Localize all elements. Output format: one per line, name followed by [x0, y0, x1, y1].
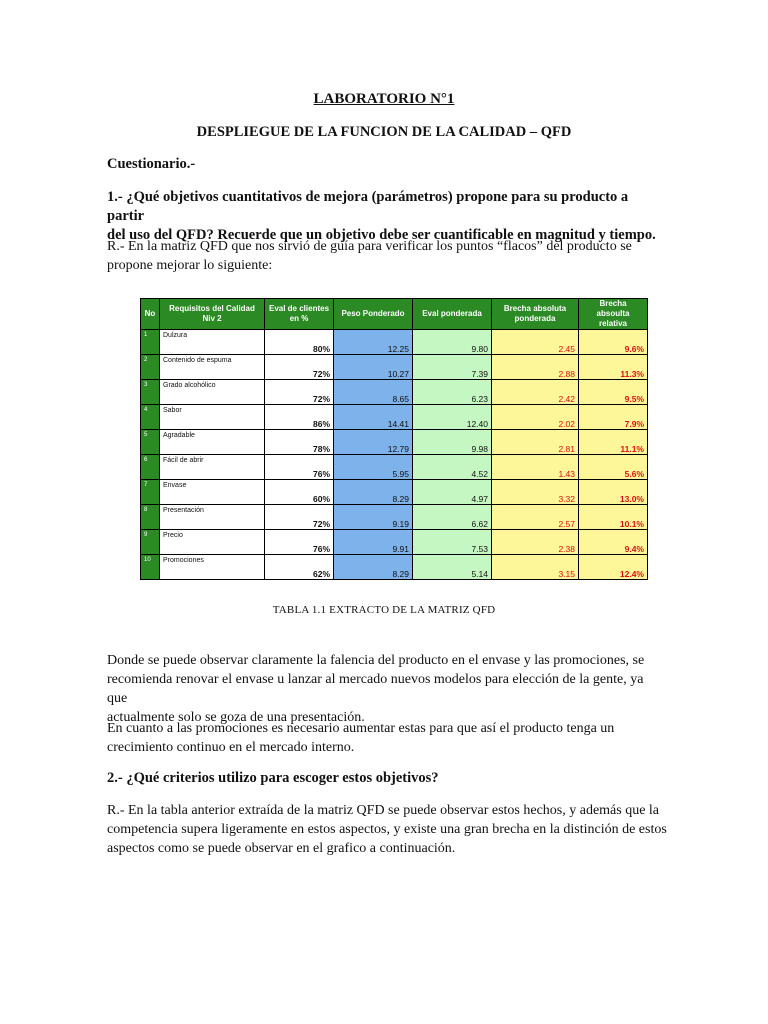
table-row	[141, 430, 648, 455]
row-eval-ponderada: 7.39	[413, 355, 492, 380]
table-caption: TABLA 1.1 EXTRACTO DE LA MATRIZ QFD	[272, 604, 496, 616]
row-peso: 9.19	[334, 505, 413, 530]
row-eval: 60%	[265, 480, 334, 505]
row-number: 6	[141, 455, 160, 480]
header-eval: Eval de clientes en %	[265, 299, 334, 330]
row-brecha-relativa: 7.9%	[579, 405, 648, 430]
header-requirements: Requisitos del Calidad Niv 2	[160, 299, 265, 330]
qfd-table	[140, 298, 648, 580]
row-peso: 9.91	[334, 530, 413, 555]
row-eval-ponderada: 4.97	[413, 480, 492, 505]
row-peso: 8.65	[334, 380, 413, 405]
row-peso: 8.29	[334, 555, 413, 580]
row-brecha-absoluta: 3.32	[492, 480, 579, 505]
row-peso: 12.25	[334, 330, 413, 355]
row-requirement: Dulzura	[160, 330, 265, 355]
row-brecha-absoluta: 2.45	[492, 330, 579, 355]
row-brecha-relativa: 9.4%	[579, 530, 648, 555]
row-eval-ponderada: 7.53	[413, 530, 492, 555]
answer-1-line-2: propone mejorar lo siguiente:	[107, 258, 273, 273]
header-eval-ponderada: Eval ponderada	[413, 299, 492, 330]
paragraph-2-line-1: En cuanto a las promociones es necesario aumentar estas para que así el producto tenga un	[107, 721, 615, 736]
table-body	[141, 330, 648, 580]
row-eval: 78%	[265, 430, 334, 455]
row-brecha-relativa: 11.3%	[579, 355, 648, 380]
paragraph-1-line-1: Donde se puede observar claramente la falencia del producto en el envase y las promociones, se	[107, 653, 645, 668]
table-row	[141, 355, 648, 380]
row-brecha-relativa: 9.6%	[579, 330, 648, 355]
answer-2-line-1: R.- En la tabla anterior extraída de la matriz QFD se puede observar estos hechos, y además que la	[107, 803, 660, 818]
table-row	[141, 405, 648, 430]
row-brecha-absoluta: 1.43	[492, 455, 579, 480]
paragraph-1-line-3: actualmente solo se goza de una presentación.	[107, 710, 365, 725]
row-number: 10	[141, 555, 160, 580]
header-brecha-relativa: Brecha absoulta relativa	[579, 299, 648, 330]
row-eval-ponderada: 9.98	[413, 430, 492, 455]
row-eval-ponderada: 5.14	[413, 555, 492, 580]
answer-1	[107, 237, 667, 275]
answer-2	[107, 801, 667, 858]
row-peso: 5.95	[334, 455, 413, 480]
row-brecha-relativa: 11.1%	[579, 430, 648, 455]
row-brecha-relativa: 10.1%	[579, 505, 648, 530]
row-brecha-absoluta: 2.88	[492, 355, 579, 380]
row-requirement: Fácil de abrir	[160, 455, 265, 480]
document-subtitle: DESPLIEGUE DE LA FUNCION DE LA CALIDAD – QFD	[196, 124, 572, 140]
row-requirement: Grado alcohólico	[160, 380, 265, 405]
row-requirement: Sabor	[160, 405, 265, 430]
answer-2-line-3: aspectos como se puede observar en el grafico a continuación.	[107, 841, 456, 856]
row-brecha-absoluta: 2.38	[492, 530, 579, 555]
question-1-line-2: del uso del QFD? Recuerde que un objetivo debe ser cuantificable en magnitud y tiempo.	[107, 227, 656, 243]
row-eval-ponderada: 9.80	[413, 330, 492, 355]
row-number: 5	[141, 430, 160, 455]
paragraph-1	[107, 651, 667, 727]
row-requirement: Precio	[160, 530, 265, 555]
row-brecha-relativa: 9.5%	[579, 380, 648, 405]
row-brecha-absoluta: 2.42	[492, 380, 579, 405]
paragraph-2-line-2: crecimiento continuo en el mercado interno.	[107, 740, 355, 755]
table-row	[141, 555, 648, 580]
paragraph-2	[107, 719, 667, 757]
row-brecha-absoluta: 3.15	[492, 555, 579, 580]
row-requirement: Contenido de espuma	[160, 355, 265, 380]
row-number: 7	[141, 480, 160, 505]
document-title: LABORATORIO N°1	[313, 91, 455, 107]
row-number: 4	[141, 405, 160, 430]
row-requirement: Agradable	[160, 430, 265, 455]
row-eval-ponderada: 6.62	[413, 505, 492, 530]
table-row	[141, 330, 648, 355]
row-eval: 76%	[265, 530, 334, 555]
table-row	[141, 480, 648, 505]
row-requirement: Presentación	[160, 505, 265, 530]
row-brecha-absoluta: 2.57	[492, 505, 579, 530]
header-brecha-absoluta: Brecha absoluta ponderada	[492, 299, 579, 330]
row-peso: 10.27	[334, 355, 413, 380]
row-brecha-relativa: 5.6%	[579, 455, 648, 480]
row-peso: 14.41	[334, 405, 413, 430]
row-eval: 86%	[265, 405, 334, 430]
table-row	[141, 455, 648, 480]
row-peso: 8.29	[334, 480, 413, 505]
row-number: 8	[141, 505, 160, 530]
row-eval: 62%	[265, 555, 334, 580]
question-1-line-1: 1.- ¿Qué objetivos cuantitativos de mejora (parámetros) propone para su producto a partir	[107, 189, 629, 224]
row-number: 2	[141, 355, 160, 380]
section-heading: Cuestionario.-	[107, 156, 196, 172]
answer-2-line-2: competencia supera ligeramente en estos aspectos, y existe una gran brecha en la distinción de estos	[107, 822, 667, 837]
answer-1-line-1: R.- En la matriz QFD que nos sirvió de guía para verificar los puntos “flacos” del producto se	[107, 239, 632, 254]
row-eval: 72%	[265, 380, 334, 405]
row-eval: 72%	[265, 355, 334, 380]
paragraph-1-line-2: recomienda renovar el envase u lanzar al mercado nuevos modelos para elección de la gente, ya que	[107, 672, 644, 706]
table-row	[141, 380, 648, 405]
row-eval-ponderada: 6.23	[413, 380, 492, 405]
table-row	[141, 505, 648, 530]
header-peso: Peso Ponderado	[334, 299, 413, 330]
row-number: 3	[141, 380, 160, 405]
row-brecha-absoluta: 2.02	[492, 405, 579, 430]
header-no: No	[141, 299, 160, 330]
row-brecha-relativa: 13.0%	[579, 480, 648, 505]
row-eval: 72%	[265, 505, 334, 530]
row-requirement: Promociones	[160, 555, 265, 580]
row-eval-ponderada: 4.52	[413, 455, 492, 480]
row-brecha-absoluta: 2.81	[492, 430, 579, 455]
question-2: 2.- ¿Qué criterios utilizo para escoger estos objetivos?	[107, 770, 439, 786]
row-brecha-relativa: 12.4%	[579, 555, 648, 580]
row-peso: 12.79	[334, 430, 413, 455]
row-number: 9	[141, 530, 160, 555]
row-eval-ponderada: 12.40	[413, 405, 492, 430]
table-row	[141, 530, 648, 555]
row-requirement: Envase	[160, 480, 265, 505]
table-header-row	[141, 299, 648, 330]
row-eval: 80%	[265, 330, 334, 355]
row-number: 1	[141, 330, 160, 355]
row-eval: 76%	[265, 455, 334, 480]
